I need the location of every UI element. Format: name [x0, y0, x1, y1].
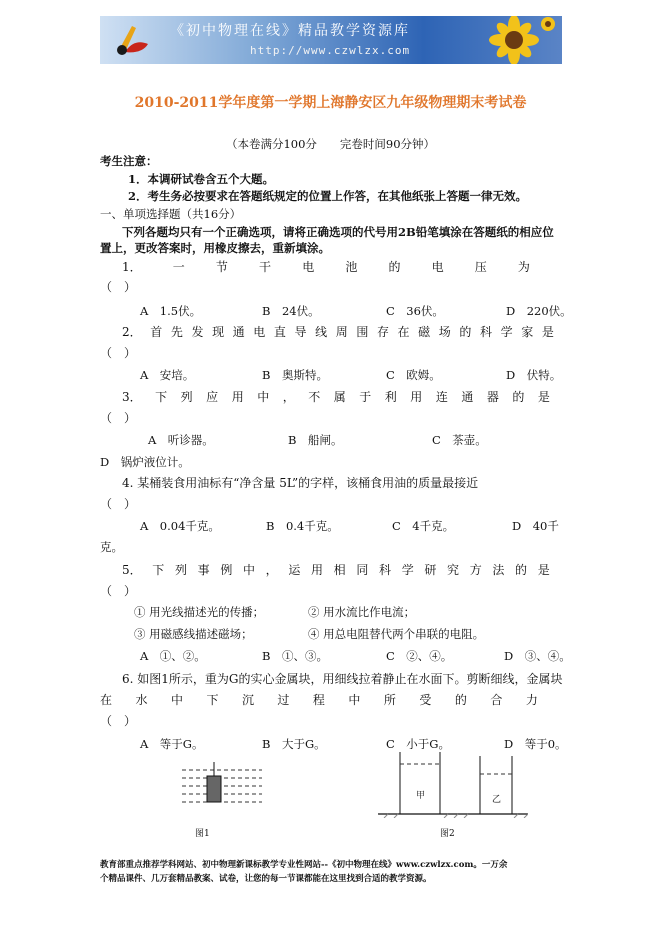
stem-char: 干 — [259, 260, 272, 274]
stem-char: 通 — [232, 325, 245, 339]
question-4-option-d-tail: 克。 — [100, 540, 123, 554]
stem-char: 受 — [419, 693, 432, 707]
stem-char: 学 — [401, 563, 414, 577]
stem-char: 程 — [312, 693, 325, 707]
question-2-option-c: C 欧姆。 — [386, 368, 441, 382]
question-5-item-2: ② 用水流比作电流； — [308, 605, 416, 619]
stem-char: 过 — [277, 693, 290, 707]
question-3-option-c: C 茶壶。 — [432, 433, 487, 447]
stem-char: 中 — [348, 693, 361, 707]
section-heading: 一、单项选择题（共16分） — [100, 207, 242, 221]
stem-char: 相 — [333, 563, 346, 577]
stem-char: 方 — [469, 563, 482, 577]
stem-char: 1． — [122, 260, 142, 274]
exam-title: 2010-2011学年度第一学期上海静安区九年级物理期末考试卷 — [134, 95, 527, 111]
question-1-option-c: C 36伏。 — [386, 304, 444, 318]
stem-char: 于 — [359, 390, 372, 404]
stem-char: 下 — [155, 390, 168, 404]
question-5-stem — [122, 561, 550, 578]
figure-2-caption: 图2 — [440, 829, 455, 839]
stem-char: 导 — [294, 325, 307, 339]
stem-char: 家 — [521, 325, 534, 339]
stem-char: 池 — [345, 260, 358, 274]
banner-title: 《初中物理在线》精品教学资源库 — [170, 23, 410, 39]
stem-char: 电 — [302, 260, 315, 274]
stem-char: 用 — [311, 563, 324, 577]
question-2-option-d: D 伏特。 — [506, 368, 562, 382]
stem-char: 电 — [253, 325, 266, 339]
site-logo-icon — [112, 22, 152, 58]
stem-char: 是 — [537, 390, 550, 404]
stem-char: 为 — [517, 260, 530, 274]
question-2-stem — [122, 323, 554, 340]
stem-char: 例 — [220, 563, 233, 577]
question-6-option-b: B 大于G。 — [262, 737, 326, 751]
question-3-blank: （ ） — [100, 411, 137, 425]
stem-char: 科 — [379, 563, 392, 577]
stem-char: 科 — [479, 325, 492, 339]
stem-char: ， — [282, 390, 295, 404]
notice-heading: 考生注意： — [100, 154, 158, 168]
stem-char: 电 — [431, 260, 444, 274]
stem-char: 现 — [212, 325, 225, 339]
question-5-blank: （ ） — [100, 584, 137, 598]
stem-char: 究 — [447, 563, 460, 577]
stem-char: 应 — [206, 390, 219, 404]
question-1-option-a: A 1.5伏。 — [140, 304, 202, 318]
question-6-blank: （ ） — [100, 714, 137, 728]
stem-char: 中 — [257, 390, 270, 404]
question-6-option-d: D 等于0。 — [504, 737, 567, 751]
stem-char: 用 — [231, 390, 244, 404]
stem-char: 不 — [308, 390, 321, 404]
question-2-blank: （ ） — [100, 346, 137, 360]
stem-char: 场 — [438, 325, 451, 339]
question-6-stem-line2 — [100, 691, 538, 708]
stem-char: 运 — [288, 563, 301, 577]
notice-item-1: 1．本调研试卷含五个大题。 — [128, 172, 275, 186]
sunflower-icon — [470, 16, 556, 64]
stem-char: 2． — [122, 325, 142, 339]
exam-subtitle: （本卷满分100分 完卷时间90分钟） — [225, 137, 436, 151]
stem-char: 的 — [459, 325, 472, 339]
stem-char: 合 — [490, 693, 503, 707]
stem-char: 通 — [461, 390, 474, 404]
stem-char: 力 — [525, 693, 538, 707]
question-1-blank: （ ） — [100, 280, 137, 294]
stem-char: 属 — [333, 390, 346, 404]
stem-char: 同 — [356, 563, 369, 577]
question-6-option-c: C 小于G。 — [386, 737, 450, 751]
question-2-option-b: B 奥斯特。 — [262, 368, 328, 382]
stem-char: 列 — [174, 563, 187, 577]
notice-item-2: 2．考生务必按要求在答题纸规定的位置上作答，在其他纸张上答题一律无效。 — [128, 189, 527, 203]
stem-char: 周 — [335, 325, 348, 339]
question-5-option-a: A ①、②。 — [140, 649, 206, 663]
stem-char: 的 — [515, 563, 528, 577]
stem-char: 磁 — [418, 325, 431, 339]
stem-char: 压 — [474, 260, 487, 274]
stem-char: 所 — [383, 693, 396, 707]
stem-char: 下 — [206, 693, 219, 707]
figure-2-label-b: 乙 — [492, 795, 502, 805]
stem-char: 是 — [541, 325, 554, 339]
stem-char: 一 — [172, 260, 185, 274]
question-3-option-d: D 锅炉液位计。 — [100, 455, 190, 469]
banner-url[interactable]: http://www.czwlzx.com — [250, 44, 411, 57]
stem-char: ， — [265, 563, 278, 577]
question-2-option-a: A 安培。 — [140, 368, 195, 382]
stem-char: 连 — [435, 390, 448, 404]
stem-char: 学 — [500, 325, 513, 339]
figure-2-label-a: 甲 — [416, 791, 426, 801]
question-1-stem — [122, 258, 530, 275]
question-3-option-b: B 船闸。 — [288, 433, 343, 447]
stem-char: 沉 — [241, 693, 254, 707]
stem-char: 存 — [376, 325, 389, 339]
question-4-option-a: A 0.04千克。 — [140, 519, 220, 533]
figure-1-diagram — [180, 762, 264, 814]
stem-char: 是 — [537, 563, 550, 577]
stem-char: 3． — [122, 390, 142, 404]
stem-char: 中 — [170, 693, 183, 707]
stem-char: 事 — [197, 563, 210, 577]
question-1-option-d: D 220伏。 — [506, 304, 572, 318]
instruction-line-2: 置上，更改答案时，用橡皮擦去，重新填涂。 — [100, 241, 330, 255]
stem-char: 在 — [100, 693, 113, 707]
stem-char: 直 — [273, 325, 286, 339]
question-5-option-d: D ③、④。 — [504, 649, 571, 663]
question-5-item-3: ③ 用磁感线描述磁场； — [134, 627, 253, 641]
stem-char: 首 — [150, 325, 163, 339]
figure-1-caption: 图1 — [195, 829, 210, 839]
question-4-stem: 4. 某桶装食用油标有“净含量 5L”的字样，该桶食用油的质量最接近 — [122, 476, 479, 490]
question-1-option-b: B 24伏。 — [262, 304, 320, 318]
question-5-item-1: ① 用光线描述光的传播； — [134, 605, 265, 619]
stem-char: 5． — [122, 563, 142, 577]
stem-char: 下 — [152, 563, 165, 577]
question-4-blank: （ ） — [100, 497, 137, 511]
stem-char: 用 — [410, 390, 423, 404]
footer-line-2: 个精品课件、几万套精品教案、试卷，让您的每一节课都能在这里找到合适的教学资源。 — [100, 874, 432, 884]
question-6-stem: 6. 如图1所示，重为G的实心金属块，用细线拉着静止在水面下。剪断细线，金属块 — [122, 672, 563, 686]
page-footer — [100, 858, 507, 886]
footer-line-1: 教育部重点推荐学科网站、初中物理新课标教学专业性网站--《初中物理在线》www.czwlzx.com。一万余 — [100, 860, 508, 870]
stem-char: 的 — [512, 390, 525, 404]
header-banner — [100, 16, 562, 64]
stem-char: 线 — [315, 325, 328, 339]
figure-2-diagram — [378, 750, 528, 818]
stem-char: 列 — [180, 390, 193, 404]
question-5-item-4: ④ 用总电阻替代两个串联的电阻。 — [308, 627, 485, 641]
stem-char: 器 — [486, 390, 499, 404]
question-4-option-c: C 4千克。 — [392, 519, 455, 533]
stem-char: 发 — [191, 325, 204, 339]
stem-char: 先 — [170, 325, 183, 339]
stem-char: 的 — [388, 260, 401, 274]
question-3-stem — [122, 388, 550, 405]
stem-char: 法 — [492, 563, 505, 577]
question-5-option-b: B ①、③。 — [262, 649, 328, 663]
instruction-line-1: 下列各题均只有一个正确选项，请将正确选项的代号用2B铅笔填涂在答题纸的相应位 — [122, 225, 554, 239]
question-4-option-b: B 0.4千克。 — [266, 519, 339, 533]
stem-char: 节 — [215, 260, 228, 274]
stem-char: 水 — [135, 693, 148, 707]
stem-char: 在 — [397, 325, 410, 339]
question-5-option-c: C ②、④。 — [386, 649, 453, 663]
stem-char: 中 — [242, 563, 255, 577]
stem-char: 研 — [424, 563, 437, 577]
question-4-option-d: D 40千 — [512, 519, 559, 533]
question-3-option-a: A 听诊器。 — [148, 433, 214, 447]
question-6-option-a: A 等于G。 — [140, 737, 204, 751]
stem-char: 的 — [454, 693, 467, 707]
stem-char: 利 — [384, 390, 397, 404]
stem-char: 围 — [356, 325, 369, 339]
